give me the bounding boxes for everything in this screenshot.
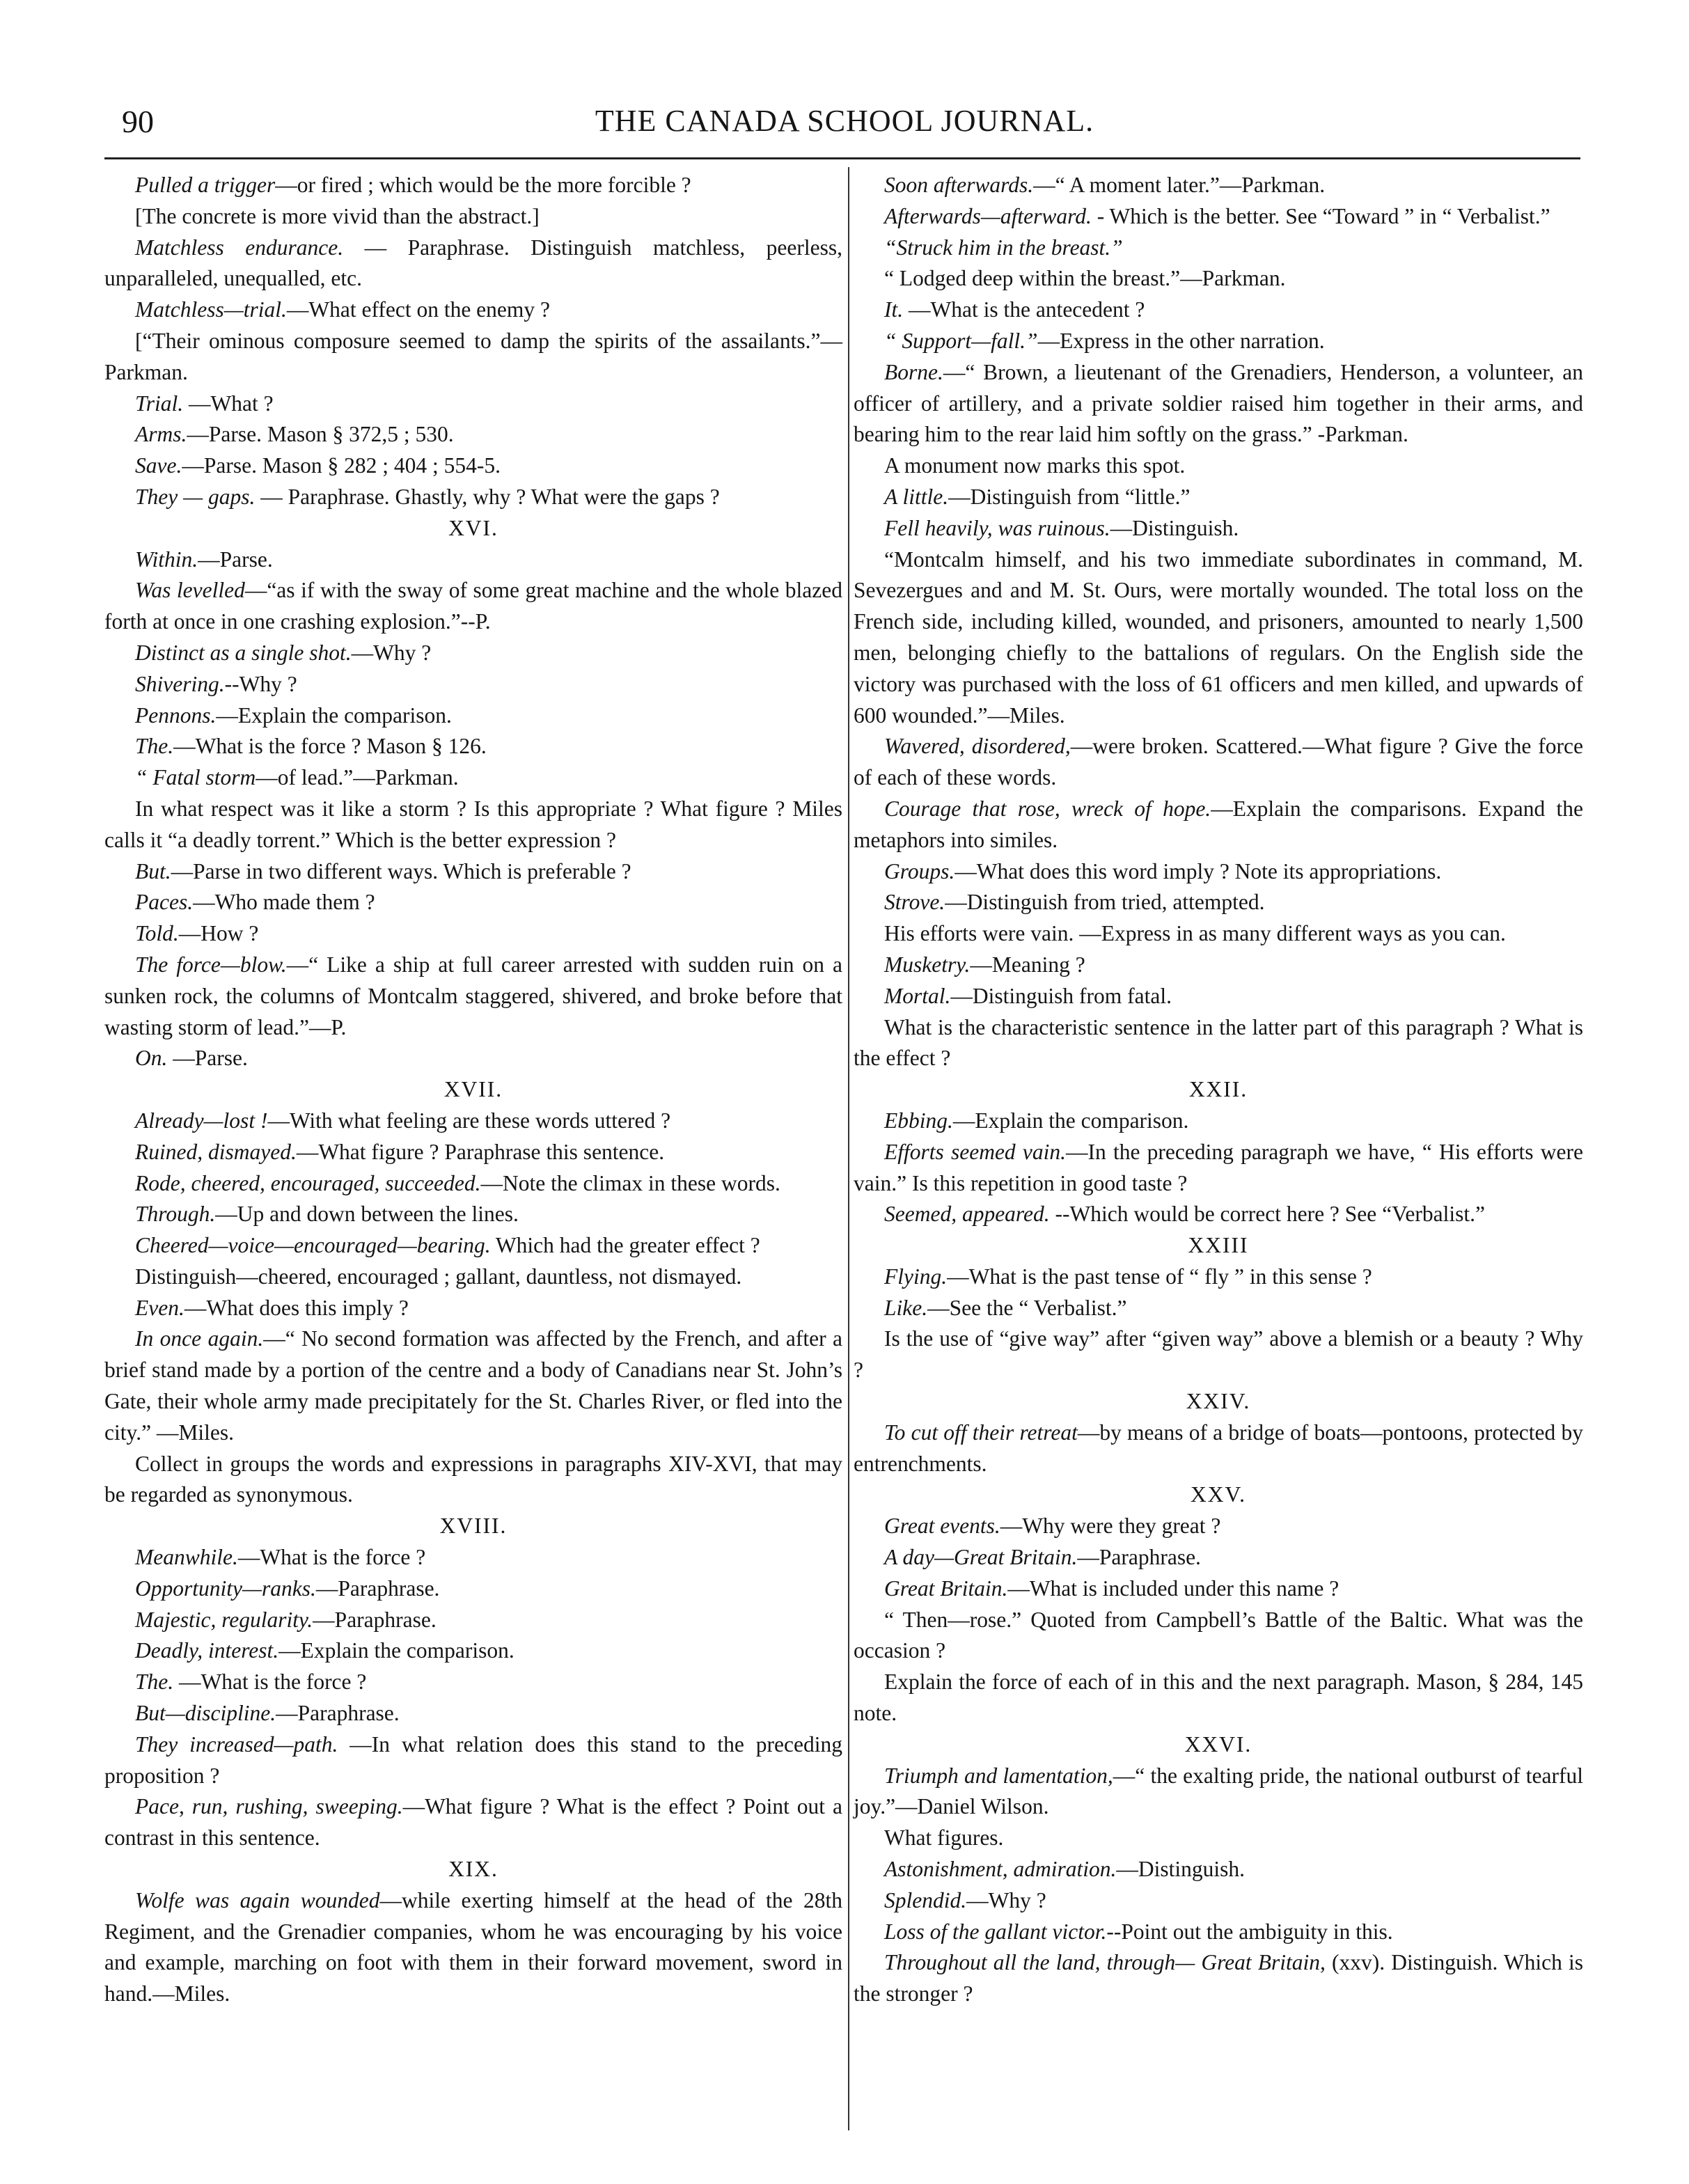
page-number: 90 (122, 104, 154, 139)
italic-lemma: “ Fatal storm (135, 765, 256, 790)
paragraph-text: —Up and down between the lines. (215, 1202, 519, 1227)
italic-lemma: They — gaps. (135, 484, 256, 509)
paragraph (854, 1542, 1583, 1573)
paragraph-text: —See the “ Verbalist.” (927, 1295, 1127, 1320)
italic-lemma: Ruined, dismayed. (135, 1139, 297, 1164)
section-heading: XXIV. (1186, 1389, 1251, 1414)
section-heading: XVI. (448, 515, 498, 540)
paragraph (104, 1791, 842, 1854)
paragraph-text: —Express in the other narration. (1037, 328, 1325, 353)
paragraph (104, 294, 842, 326)
paragraph (854, 918, 1583, 950)
paragraph (854, 1199, 1583, 1230)
paragraph (104, 1635, 842, 1667)
paragraph (104, 544, 842, 576)
paragraph-text: Distinguish—cheered, encouraged ; gallant, dauntless, not dismayed. (135, 1264, 742, 1289)
paragraph-text: —Distinguish from “little.” (948, 484, 1191, 509)
paragraph-text: His efforts were vain. —Express in as many different ways as you can. (884, 921, 1506, 946)
paragraph (104, 1293, 842, 1324)
paragraph-text: — Paraphrase. Distinguish matchless, peerless, unparalleled, unequalled, etc. (104, 235, 842, 291)
paragraph-text: —Explain the comparison. (216, 702, 452, 728)
italic-lemma: To cut off their retreat (884, 1420, 1078, 1445)
paragraph (854, 1012, 1583, 1075)
paragraph (104, 201, 842, 233)
italic-lemma: The. (135, 734, 174, 759)
paragraph (854, 1761, 1583, 1823)
paragraph (104, 1106, 842, 1137)
paragraph-text: —What is the force ? (173, 1670, 367, 1695)
paragraph (104, 794, 842, 856)
paragraph-text: --Point out the ambiguity in this. (1106, 1919, 1393, 1944)
paragraph (104, 918, 842, 950)
paragraph-text: —Paraphrase. (1077, 1545, 1201, 1570)
paragraph-text: —Parse in two different ways. Which is preferable ? (171, 858, 631, 883)
paragraph-text: —Why were they great ? (1000, 1514, 1221, 1539)
paragraph-text: - Which is the better. See “Toward ” in “ Verbalist.” (1091, 203, 1550, 228)
italic-lemma: Through. (135, 1202, 216, 1227)
paragraph-text: —What is the force ? (237, 1545, 426, 1570)
paragraph (854, 544, 1583, 732)
paragraph-text: —Why ? (351, 640, 432, 665)
paragraph-text: —In what relation does this stand to the preceding proposition ? (104, 1731, 842, 1788)
paragraph-text: —Distinguish. (1110, 515, 1239, 540)
italic-lemma: Afterwards—afterward. (884, 203, 1092, 228)
italic-lemma: A little. (884, 484, 949, 509)
paragraph (104, 1885, 842, 2010)
paragraph (854, 1917, 1583, 1948)
italic-lemma: Distinct as a single shot. (135, 640, 352, 665)
section-heading: XXVI. (1184, 1731, 1252, 1757)
paragraph (104, 1137, 842, 1168)
paragraph-text: Is the use of “give way” after “given way” above a blemish or a beauty ? Why ? (854, 1326, 1583, 1383)
italic-lemma: Triumph and lamentation, (884, 1763, 1113, 1788)
italic-lemma: Pennons. (135, 702, 217, 728)
paragraph (854, 1293, 1583, 1324)
paragraph-text: —Paraphrase. (276, 1701, 400, 1726)
paragraph (104, 419, 842, 450)
paragraph (854, 1323, 1583, 1386)
paragraph (854, 1262, 1583, 1293)
paragraph-text: [The concrete is more vivid than the abstract.] (135, 203, 540, 228)
italic-lemma: Shivering. (135, 671, 225, 696)
paragraph-text: —What does this word imply ? Note its appropriations. (955, 858, 1442, 883)
paragraph (854, 794, 1583, 856)
paragraph (854, 1511, 1583, 1542)
journal-title: THE CANADA SCHOOL JOURNAL. (595, 104, 1094, 138)
paragraph (854, 233, 1583, 264)
paragraph-text: “ Lodged deep within the breast.”—Parkman. (884, 266, 1286, 291)
paragraph-text: What is the characteristic sentence in the latter part of this paragraph ? What is the effect ? (854, 1014, 1583, 1071)
paragraph-text: Explain the force of each of in this and the next paragraph. Mason, § 284, 145 note. (854, 1670, 1583, 1726)
italic-lemma: Wavered, disordered, (884, 734, 1071, 759)
paragraph-text: —“ No second formation was affected by the French, and after a brief stand made by a portion of the centre and a body of Canadians near St. John’s Gate, their whole army made precipitately for the St. Charles River, or fled into the city.” —Miles. (104, 1326, 842, 1445)
italic-lemma: But—discipline. (135, 1701, 276, 1726)
paragraph-text: —Parse. (198, 547, 273, 572)
italic-lemma: Groups. (884, 858, 955, 883)
paragraph (854, 1417, 1583, 1480)
paragraph (854, 1947, 1583, 2010)
paragraph-text: —Distinguish from tried, attempted. (945, 890, 1265, 915)
paragraph (104, 1323, 842, 1448)
paragraph-text: —Note the climax in these words. (480, 1170, 780, 1195)
paragraph (854, 482, 1583, 513)
paragraph-text: What figures. (884, 1825, 1004, 1851)
paragraph (104, 1698, 842, 1729)
italic-lemma: A day—Great Britain. (884, 1545, 1078, 1570)
paragraph (854, 263, 1583, 294)
paragraph (104, 1449, 842, 1511)
paragraph-text: —by means of a bridge of boats—pontoons, protected by entrenchments. (854, 1420, 1583, 1476)
italic-lemma: Astonishment, admiration. (884, 1857, 1117, 1882)
italic-lemma: Meanwhile. (135, 1545, 238, 1570)
paragraph (854, 326, 1583, 357)
paragraph (854, 887, 1583, 918)
paragraph (104, 450, 842, 482)
italic-lemma: Cheered—voice—encouraged—bearing. (135, 1233, 491, 1258)
italic-lemma: Courage that rose, wreck of hope. (884, 796, 1211, 821)
paragraph (854, 513, 1583, 544)
paragraph-text: —Explain the comparison. (278, 1638, 514, 1663)
italic-lemma: “Struck him in the breast.” (884, 235, 1123, 260)
paragraph (104, 575, 842, 638)
italic-lemma: Rode, cheered, encouraged, succeeded. (135, 1170, 481, 1195)
section-heading: XVIII. (439, 1514, 508, 1539)
italic-lemma: Throughout all the land, through— Great Britain, (884, 1950, 1326, 1975)
paragraph-text: —What is the antecedent ? (903, 297, 1145, 322)
italic-lemma: They increased—path. (135, 1731, 338, 1757)
paragraph (104, 700, 842, 732)
paragraph-text: —Paraphrase. (315, 1576, 440, 1601)
paragraph-text: —Distinguish. (1116, 1857, 1246, 1882)
paragraph (854, 1573, 1583, 1605)
paragraph (854, 1885, 1583, 1917)
italic-lemma: Ebbing. (884, 1108, 953, 1133)
paragraph (104, 638, 842, 669)
paragraph-text: —What ? (183, 391, 274, 416)
paragraph-text: —“ Brown, a lieutenant of the Grenadiers, Henderson, a volunteer, an officer of artillery, and a private soldier raised him together in their arms, and bearing him to the rear laid him softly on the grass.” -Parkman. (854, 359, 1583, 447)
italic-lemma: In once again. (135, 1326, 264, 1351)
italic-lemma: Majestic, regularity. (135, 1607, 313, 1632)
italic-lemma: Loss of the gallant victor. (884, 1919, 1107, 1944)
paragraph-text: —or fired ; which would be the more forcible ? (275, 173, 691, 197)
italic-lemma: Splendid. (884, 1887, 967, 1912)
paragraph (104, 1168, 842, 1200)
paragraph (854, 1667, 1583, 1729)
left-column (104, 170, 842, 2010)
paragraph-text: —Explain the comparisons. Expand the metaphors into similes. (854, 796, 1584, 852)
italic-lemma: Wolfe was again wounded (135, 1887, 380, 1912)
italic-lemma: Told. (135, 921, 179, 946)
italic-lemma: Great events. (884, 1514, 1000, 1539)
paragraph (854, 1137, 1583, 1200)
paragraph (104, 950, 842, 1043)
italic-lemma: Pulled a trigger (135, 173, 276, 197)
paragraph (854, 856, 1583, 888)
paragraph-text: —Explain the comparison. (952, 1108, 1189, 1133)
paragraph-text: —What is the past tense of “ fly ” in this sense ? (947, 1264, 1372, 1289)
paragraph-text: —In the preceding paragraph we have, “ His efforts were vain.” Is this repetition in good taste ? (854, 1139, 1583, 1195)
paragraph (104, 887, 842, 918)
italic-lemma: The force—blow. (135, 952, 287, 977)
section-heading: XXV. (1190, 1482, 1247, 1507)
italic-lemma: Strove. (884, 890, 945, 915)
paragraph-text: —were broken. Scattered.—What figure ? Give the force of each of these words. (854, 734, 1583, 790)
paragraph (104, 1729, 842, 1792)
paragraph-text: —Meaning ? (970, 952, 1085, 977)
paragraph-text: —What does this imply ? (184, 1295, 409, 1320)
paragraph-text: —What effect on the enemy ? (286, 297, 550, 322)
paragraph (104, 1573, 842, 1605)
italic-lemma: On. (135, 1046, 168, 1071)
paragraph (104, 233, 842, 295)
paragraph-text: (xxv). Distinguish. Which is the stronger ? (854, 1950, 1583, 2006)
paragraph-text: —“as if with the sway of some great machine and the whole blazed forth at once in one crashing explosion.”--P. (104, 578, 842, 634)
paragraph-text: “ Then—rose.” Quoted from Campbell’s Battle of the Baltic. What was the occasion ? (854, 1607, 1583, 1663)
paragraph-text: —Paraphrase. (313, 1607, 437, 1632)
italic-lemma: But. (135, 858, 171, 883)
italic-lemma: Flying. (884, 1264, 948, 1289)
paragraph (104, 482, 842, 513)
section-heading: XXII. (1188, 1077, 1248, 1102)
paragraph-text: A monument now marks this spot. (884, 453, 1186, 478)
italic-lemma: Save. (135, 453, 182, 478)
paragraph (104, 170, 842, 201)
paragraph-text: —while exerting himself at the head of the 28th Regiment, and the Grenadier companies, whom he was encouraging by his voice and example, marching on foot with them in their forward movement, sword in hand.—Miles. (104, 1887, 842, 2006)
paragraph-text: —What is included under this name ? (1007, 1576, 1340, 1601)
section-heading: XXIII (1188, 1233, 1249, 1258)
paragraph (854, 1823, 1583, 1854)
section-heading: XVII. (443, 1077, 503, 1102)
paragraph-text: —How ? (178, 921, 259, 946)
paragraph (854, 357, 1583, 450)
paragraph (104, 731, 842, 762)
paragraph-text: —Distinguish from fatal. (950, 983, 1172, 1008)
paragraph (104, 326, 842, 388)
paragraph (104, 1605, 842, 1636)
right-column (854, 170, 1583, 2010)
paragraph-text: [“Their ominous composure seemed to damp the spirits of the assailants.”—Parkman. (104, 328, 842, 384)
italic-lemma: “ Support—fall.” (884, 328, 1038, 353)
paragraph-text: —Why ? (966, 1887, 1046, 1912)
italic-lemma: Mortal. (884, 983, 951, 1008)
italic-lemma: Paces. (135, 890, 194, 915)
paragraph (854, 201, 1583, 233)
paragraph-text: — Paraphrase. Ghastly, why ? What were the gaps ? (255, 484, 720, 509)
italic-lemma: Matchless—trial. (135, 297, 287, 322)
italic-lemma: Musketry. (884, 952, 971, 977)
paragraph (854, 170, 1583, 201)
paragraph-text: —With what feeling are these words uttered ? (267, 1108, 671, 1133)
paragraph (854, 950, 1583, 981)
paragraph-text: —“ the exalting pride, the national outburst of tearful joy.”—Daniel Wilson. (854, 1763, 1584, 1819)
italic-lemma: Fell heavily, was ruinous. (884, 515, 1110, 540)
paragraph-text: —What figure ? What is the effect ? Point out a contrast in this sentence. (104, 1794, 842, 1851)
italic-lemma: Efforts seemed vain. (884, 1139, 1067, 1164)
italic-lemma: Even. (135, 1295, 184, 1320)
italic-lemma: Borne. (884, 359, 943, 384)
paragraph-text: —Who made them ? (193, 890, 375, 915)
paragraph (104, 856, 842, 888)
italic-lemma: Deadly, interest. (135, 1638, 279, 1663)
paragraph-text: —Parse. (167, 1046, 248, 1071)
paragraph (104, 1262, 842, 1293)
paragraph (854, 731, 1583, 794)
italic-lemma: Great Britain. (884, 1576, 1008, 1601)
paragraph (104, 1043, 842, 1074)
italic-lemma: Matchless endurance. (135, 235, 344, 260)
paragraph (854, 294, 1583, 326)
paragraph-text: In what respect was it like a storm ? Is this appropriate ? What figure ? Miles calls it “a deadly torrent.” Which is the better expression ? (104, 796, 842, 852)
italic-lemma: Was levelled (135, 578, 245, 603)
paragraph-text: —Parse. Mason § 282 ; 404 ; 554-5. (182, 453, 501, 478)
paragraph (854, 1854, 1583, 1885)
paragraph-text: --Which would be correct here ? See “Verbalist.” (1049, 1202, 1485, 1227)
paragraph-text: —What figure ? Paraphrase this sentence. (296, 1139, 665, 1164)
paragraph (854, 1605, 1583, 1667)
italic-lemma: Opportunity—ranks. (135, 1576, 316, 1601)
paragraph (854, 1106, 1583, 1137)
italic-lemma: The. (135, 1670, 174, 1695)
paragraph (854, 981, 1583, 1012)
header-rule (104, 157, 1580, 159)
paragraph (104, 762, 842, 794)
paragraph (104, 1542, 842, 1573)
paragraph (104, 388, 842, 420)
italic-lemma: It. (884, 297, 904, 322)
italic-lemma: Already—lost ! (135, 1108, 268, 1133)
paragraph (104, 1667, 842, 1698)
paragraph-text: “Montcalm himself, and his two immediate subordinates in command, M. Sevezergues and and M. St. Ours, were mortally wounded. The total loss on the French side, including killed, wounded, and prisoners, amounted to nearly 1,500 men, belonging chiefly to the battalions of regulars. On the English side the victory was purchased with the loss of 61 officers and men killed, and upwards of 600 wounded.”—Miles. (854, 547, 1583, 728)
paragraph-text: —“ Like a ship at full career arrested with sudden ruin on a sunken rock, the columns of Montcalm staggered, shivered, and broke before that wasting storm of lead.”—P. (104, 952, 842, 1039)
italic-lemma: Trial. (135, 391, 184, 416)
italic-lemma: Within. (135, 547, 198, 572)
paragraph (854, 450, 1583, 482)
paragraph-text: Which had the greater effect ? (490, 1233, 760, 1258)
paragraph (104, 669, 842, 700)
italic-lemma: Arms. (135, 422, 187, 447)
italic-lemma: Pace, run, rushing, sweeping. (135, 1794, 403, 1819)
column-divider (848, 167, 849, 2130)
italic-lemma: Seemed, appeared. (884, 1202, 1050, 1227)
italic-lemma: Soon afterwards. (884, 173, 1034, 197)
paragraph-text: —of lead.”—Parkman. (256, 765, 459, 790)
paragraph-text: Collect in groups the words and expressions in paragraphs XIV-XVI, that may be regarded as synonymous. (104, 1451, 842, 1507)
italic-lemma: Like. (884, 1295, 928, 1320)
paragraph (104, 1199, 842, 1230)
paragraph-text: --Why ? (224, 671, 297, 696)
section-heading: XIX. (448, 1857, 498, 1882)
paragraph (104, 1230, 842, 1262)
paragraph-text: —Parse. Mason § 372,5 ; 530. (187, 422, 454, 447)
paragraph-text: —What is the force ? Mason § 126. (173, 734, 487, 759)
paragraph-text: —“ A moment later.”—Parkman. (1033, 173, 1326, 197)
